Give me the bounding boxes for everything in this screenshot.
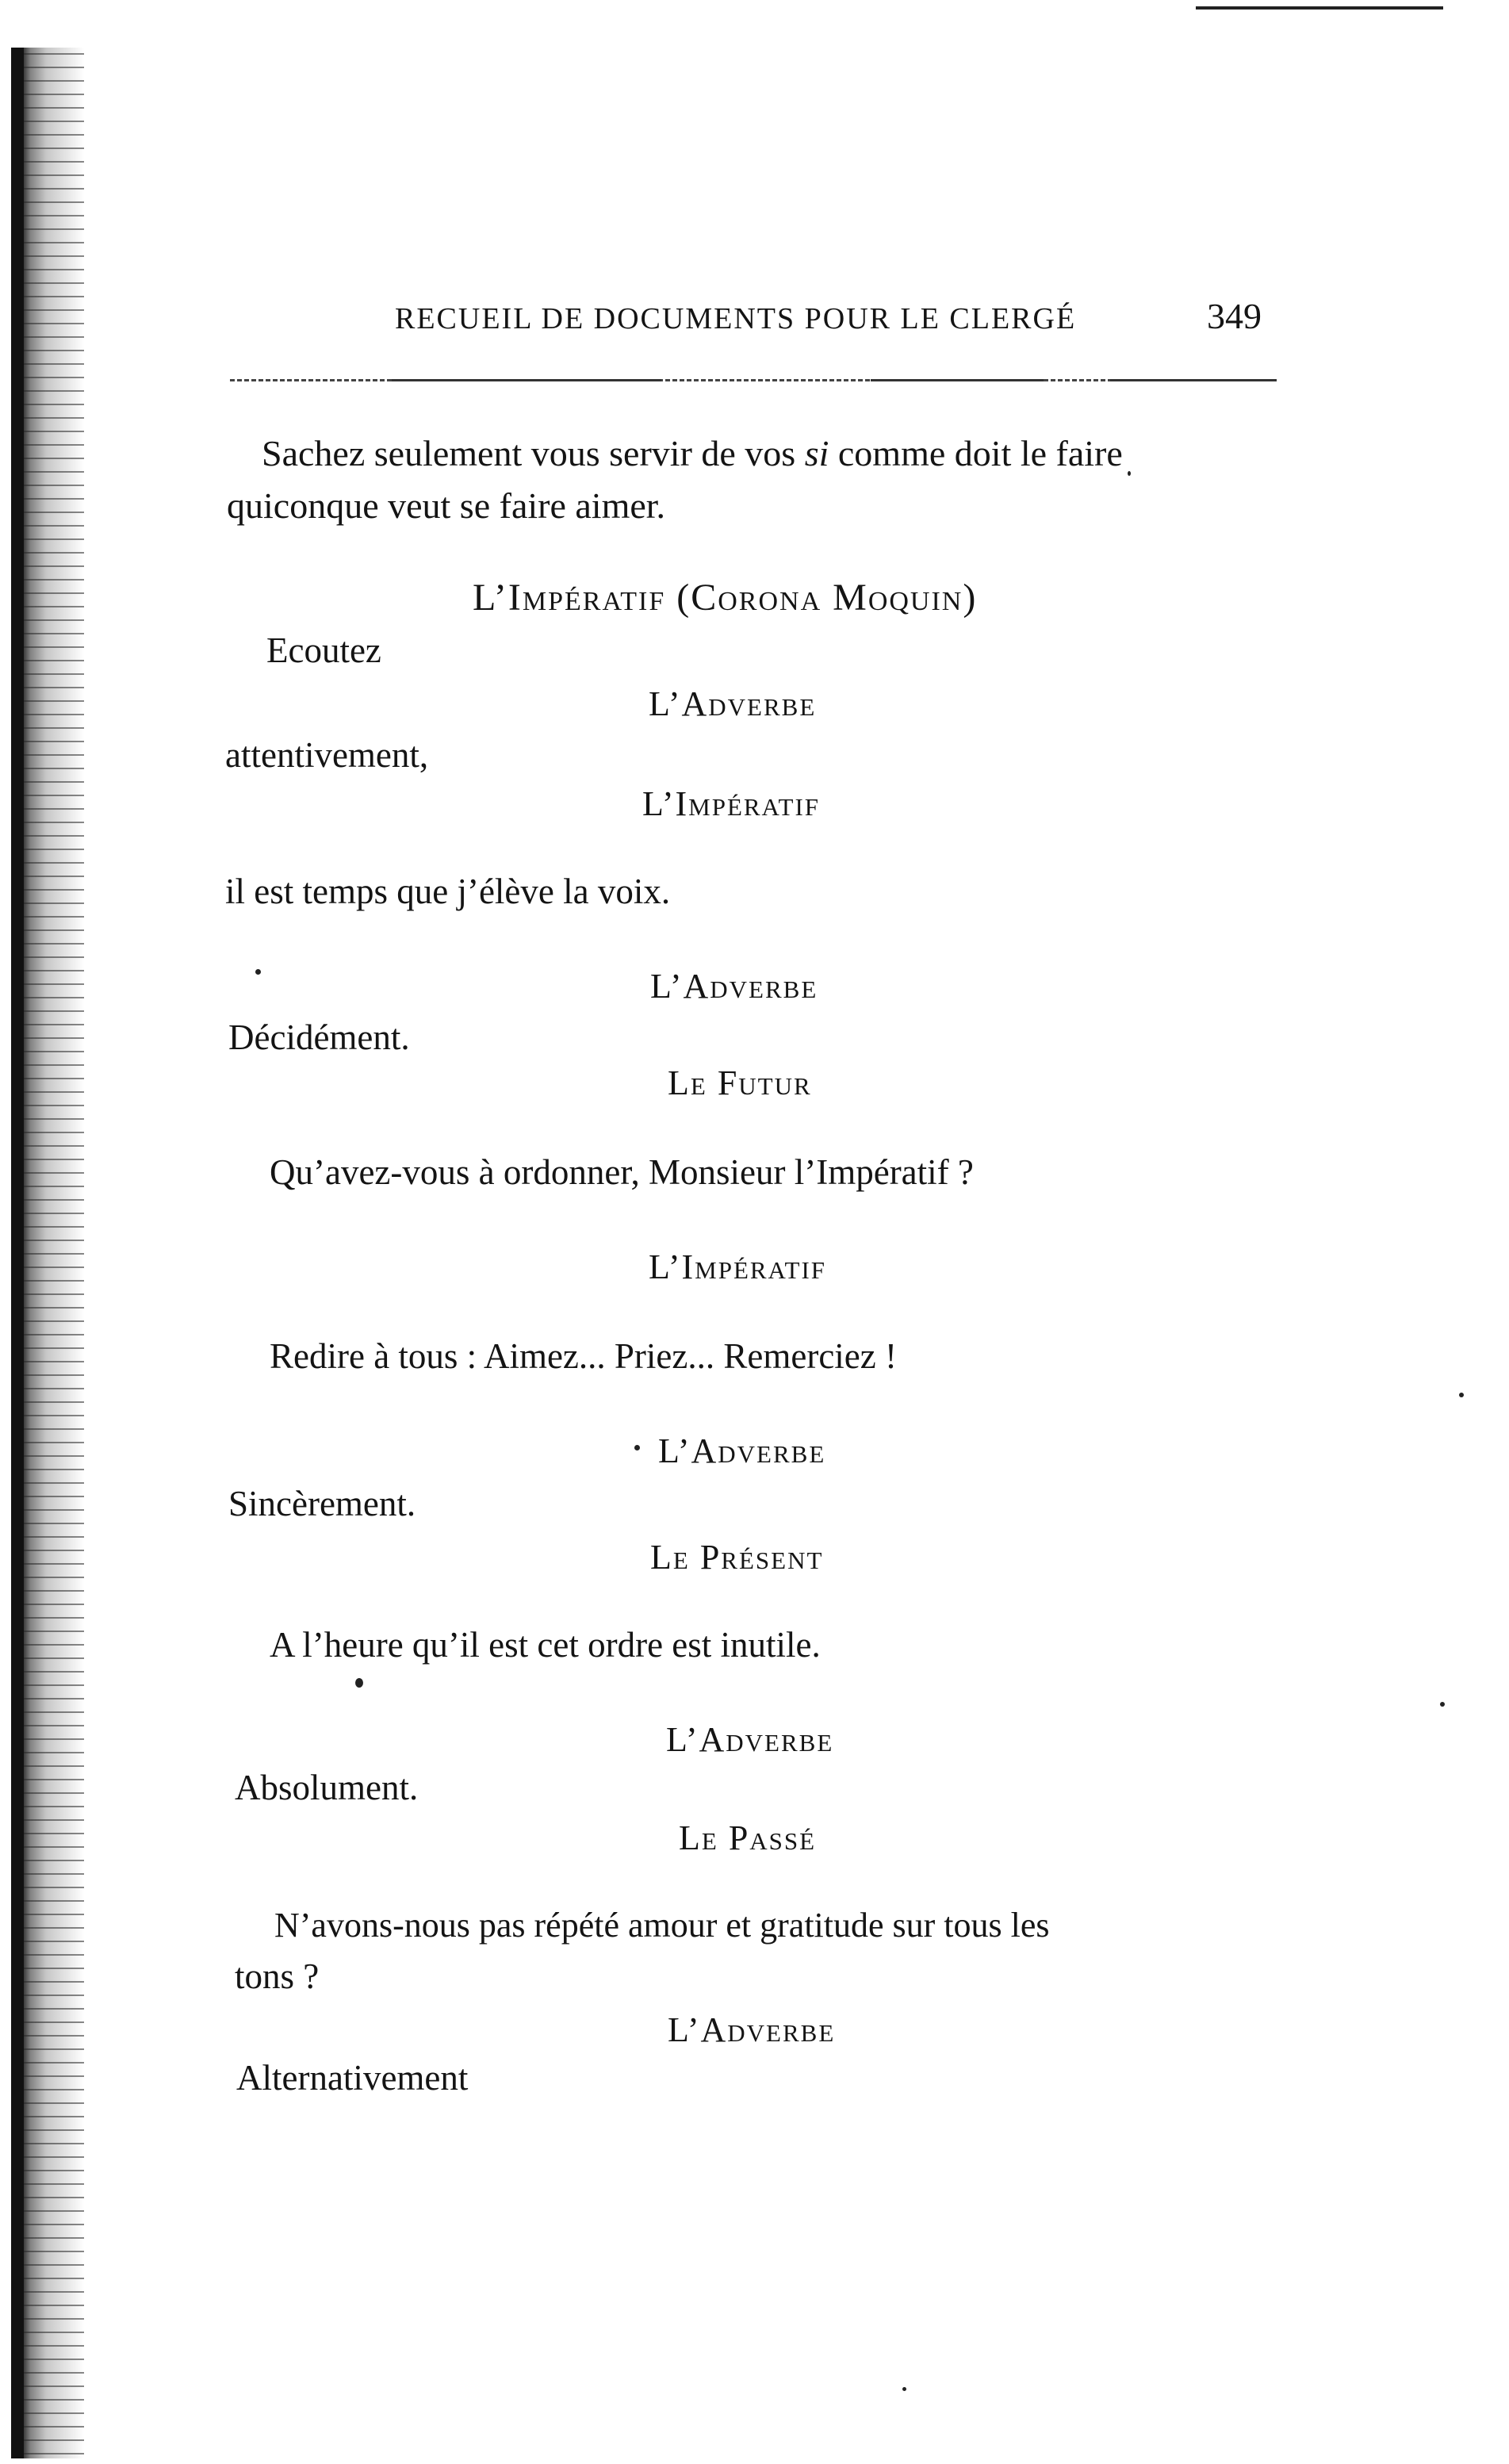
page-number: 349 bbox=[1207, 296, 1262, 336]
intro-italic-word: si bbox=[804, 433, 829, 473]
speaker-heading: L’Adverbe bbox=[668, 2010, 836, 2049]
speech-line: Qu’avez-vous à ordonner, Monsieur l’Impératif ? bbox=[270, 1152, 974, 1192]
speech-line: Ecoutez bbox=[266, 630, 381, 670]
speech-line: Absolument. bbox=[235, 1768, 419, 1807]
speaker-heading: Le Présent bbox=[650, 1538, 824, 1577]
speech-line: il est temps que j’élève la voix. bbox=[225, 872, 671, 911]
header-rule-segment bbox=[392, 379, 661, 381]
speech-line: attentivement, bbox=[225, 735, 429, 775]
speaker-heading: L’Adverbe bbox=[658, 1431, 826, 1470]
speaker-heading: L’Adverbe bbox=[666, 1720, 834, 1759]
running-title: RECUEIL DE DOCUMENTS POUR LE CLERGÉ bbox=[395, 302, 1077, 335]
header-rule-segment bbox=[871, 379, 1044, 381]
intro-text: Sachez seulement vous servir de vos bbox=[262, 433, 805, 473]
ink-speck bbox=[1128, 471, 1131, 476]
speaker-heading: L’Impératif bbox=[649, 1247, 827, 1286]
top-rule bbox=[1196, 6, 1443, 10]
ink-speck bbox=[634, 1445, 640, 1450]
ink-speck bbox=[1440, 1702, 1445, 1707]
header-rule-segment bbox=[1110, 379, 1277, 381]
intro-line-2: quiconque veut se faire aimer. bbox=[227, 485, 666, 526]
ink-speck bbox=[1459, 1393, 1464, 1397]
speech-line: tons ? bbox=[235, 1956, 320, 1996]
speech-line: Décidément. bbox=[228, 1017, 410, 1057]
binding-shadow bbox=[11, 48, 24, 2458]
speaker-heading: L’Adverbe bbox=[649, 684, 817, 723]
speaker-heading: L’Impératif bbox=[642, 784, 821, 823]
speech-line: Sincèrement. bbox=[228, 1484, 416, 1523]
ink-speck bbox=[355, 1678, 363, 1688]
speech-line: Alternativement bbox=[236, 2058, 469, 2098]
intro-text: comme doit le faire bbox=[829, 433, 1123, 473]
intro-line-1 bbox=[262, 428, 1123, 479]
ink-speck bbox=[902, 2387, 906, 2391]
speaker-heading: L’Adverbe bbox=[650, 967, 818, 1006]
ink-speck bbox=[255, 969, 261, 975]
speech-line: A l’heure qu’il est cet ordre est inutile. bbox=[270, 1625, 821, 1665]
speech-line: N’avons-nous pas répété amour et gratitude sur tous les bbox=[274, 1906, 1050, 1945]
speaker-heading: Le Futur bbox=[668, 1063, 812, 1102]
play-title: L’Impératif (Corona Moquin) bbox=[473, 577, 978, 619]
speaker-heading: Le Passé bbox=[679, 1818, 817, 1857]
speech-line: Redire à tous : Aimez... Priez... Remerciez ! bbox=[270, 1336, 897, 1376]
